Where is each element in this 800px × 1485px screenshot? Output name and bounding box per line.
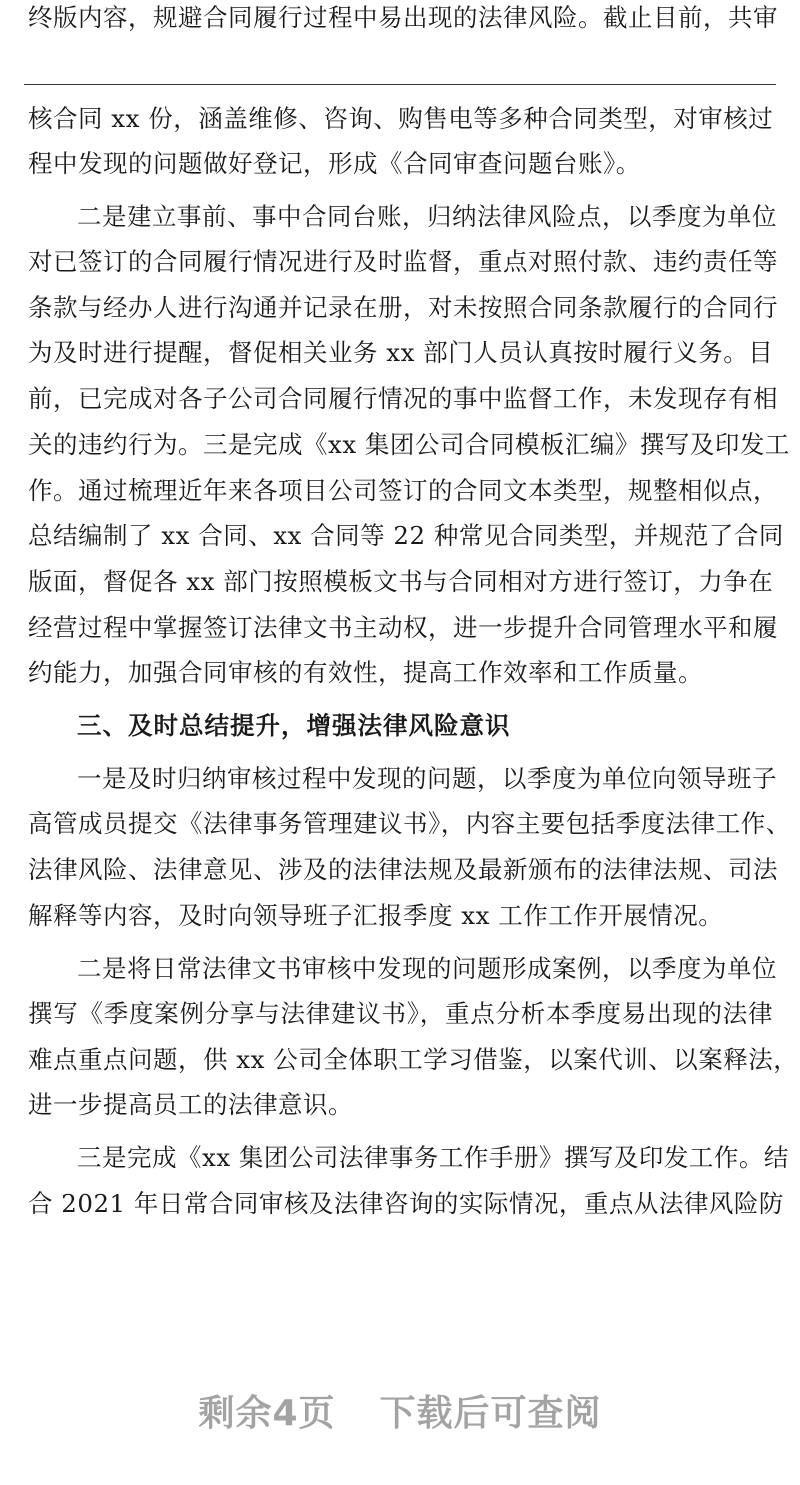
text-line: 关的违约行为。三是完成《xx 集团公司合同模板汇编》撰写及印发工 xyxy=(28,430,790,459)
text-line: 解释等内容，及时向领导班子汇报季度 xx 工作工作开展情况。 xyxy=(28,901,724,930)
download-to-view-label: 下载后可查阅 xyxy=(379,1393,602,1434)
text-line: 约能力，加强合同审核的有效性，提高工作效率和工作质量。 xyxy=(28,658,703,687)
text-line: 版面，督促各 xx 部门按照模板文书与合同相对方进行签订，力争在 xyxy=(28,567,774,596)
text-line: 条款与经办人进行沟通并记录在册，对未按照合同条款履行的合同行 xyxy=(28,293,778,322)
page-divider xyxy=(24,84,776,85)
text-line: 合 2021 年日常合同审核及法律咨询的实际情况，重点从法律风险防 xyxy=(28,1189,784,1218)
text-line: 撰写《季度案例分享与法律建议书》，重点分析本季度易出现的法律 xyxy=(28,999,773,1028)
section-heading: 三、及时总结提升，增强法律风险意识 xyxy=(77,711,511,740)
text-line: 高管成员提交《法律事务管理建议书》，内容主要包括季度法律工作、 xyxy=(28,809,791,838)
text-line: 为及时进行提醒，督促相关业务 xx 部门人员认真按时履行义务。目 xyxy=(28,338,774,367)
text-line: 终版内容，规避合同履行过程中易出现的法律风险。截止目前，共审 xyxy=(28,3,778,32)
text-line: 对已签订的合同履行情况进行及时监督，重点对照付款、违约责任等 xyxy=(28,247,778,276)
text-line: 作。通过梳理近年来各项目公司签订的合同文本类型，规整相似点， xyxy=(28,476,778,505)
text-line: 前，已完成对各子公司合同履行情况的事中监督工作，未发现存有相 xyxy=(28,384,778,413)
text-line: 程中发现的问题做好登记，形成《合同审查问题台账》。 xyxy=(28,149,641,178)
paragraph-first-line: 三是完成《xx 集团公司法律事务工作手册》撰写及印发工作。结 xyxy=(77,1143,789,1172)
text-line: 法律风险、法律意见、涉及的法律法规及最新颁布的法律法规、司法 xyxy=(28,855,778,884)
text-line: 核合同 xx 份，涵盖维修、咨询、购售电等多种合同类型，对审核过 xyxy=(28,104,774,133)
text-line: 经营过程中掌握签订法律文书主动权，进一步提升合同管理水平和履 xyxy=(28,613,778,642)
remaining-pages-label: 剩余4页 xyxy=(198,1393,336,1434)
text-line: 进一步提高员工的法律意识。 xyxy=(28,1090,353,1119)
download-banner[interactable] xyxy=(0,1385,800,1436)
paragraph-first-line: 二是将日常法律文书审核中发现的问题形成案例，以季度为单位 xyxy=(77,954,777,983)
text-line: 总结编制了 xx 合同、xx 合同等 22 种常见合同类型，并规范了合同 xyxy=(28,521,784,550)
text-line: 难点重点问题，供 xx 公司全体职工学习借鉴，以案代训、以案释法， xyxy=(28,1045,799,1074)
paragraph-first-line: 一是及时归纳审核过程中发现的问题，以季度为单位向领导班子 xyxy=(77,764,777,793)
paragraph-first-line: 二是建立事前、事中合同台账，归纳法律风险点，以季度为单位 xyxy=(77,202,777,231)
